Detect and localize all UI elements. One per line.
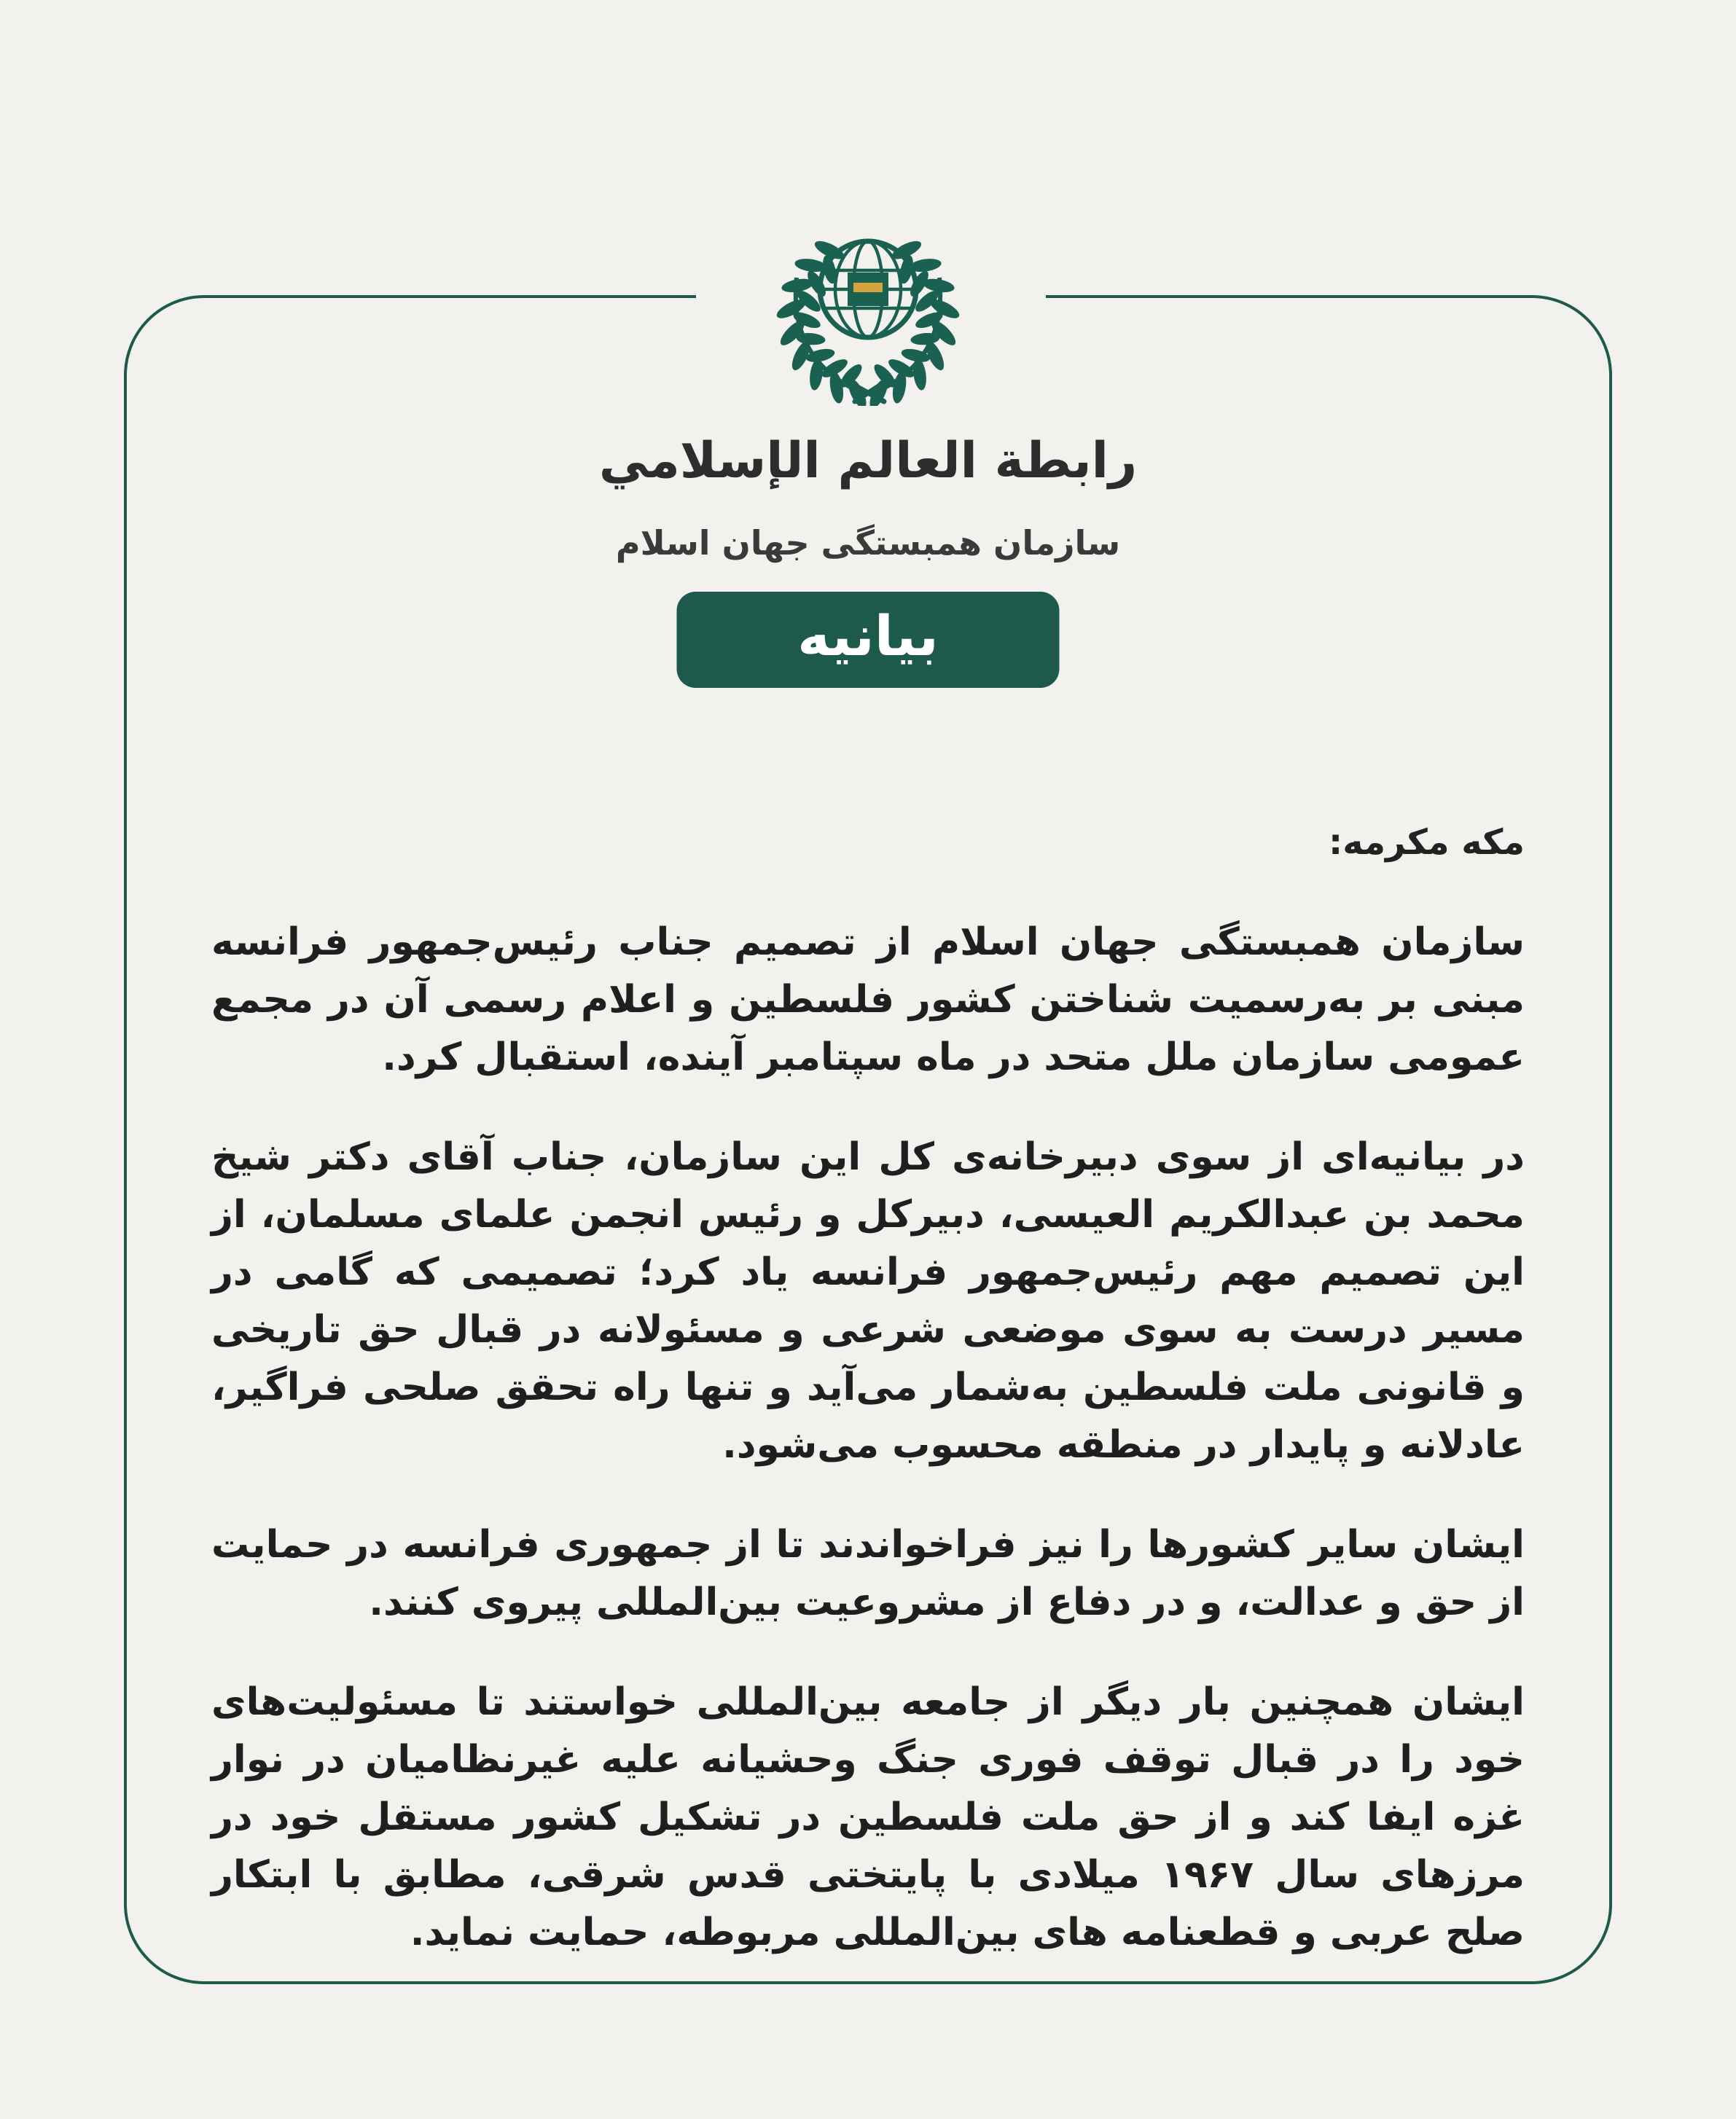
globe-grid [817,241,919,337]
statement-paragraph: در بیانیه‌ای از سوی دبیرخانه‌ی کل این سازمان، جناب آقای دکتر شیخ محمد بن عبدالکریم العیسی، دبیرکل و رئیس انجمن علمای مسلمان، از این تصمیم مهم رئیس‌جمهور فرانسه یاد کرد؛ تصمیمی که گامی در مسیر درست به سوی موضعی شرعی و مسئولانه در قبال حق تاریخی و قانونی ملت فلسطین به‌شمار می‌آید و تنها راه تحقق صلحی فراگیر، عادلانه و پایدار در منطقه محسوب می‌شود. [211,1135,1525,1468]
statement-banner [677,592,1060,688]
org-name-persian: سازمان همبستگی جهان اسلام [615,523,1121,563]
statement-banner-label: بیانیه [797,603,939,668]
statement-body [211,822,1525,1962]
wreath-globe-emblem [773,208,963,406]
location-line: مکه مکرمه: [1329,822,1525,863]
laurel-wreath [773,229,963,406]
kaaba-gold-band [848,273,888,306]
statement-paragraph: ایشان سایر کشورها را نیز فراخواندند تا از جمهوری فرانسه در حمایت از حق و عدالت، و در دفاع از مشروعیت بین‌المللی پیروی کنند. [211,1523,1525,1625]
mwl-emblem-icon [773,208,963,406]
league-calligraphy-title: رابطة العالم الإسلامي [598,432,1138,490]
statement-paragraph: ایشان همچنین بار دیگر از جامعه بین‌المللی خواستند تا مسئولیت‌های خود را در قبال توقف فوری جنگ وحشیانه علیه غیرنظامیان در نوار غزه ایفا کند و از حق ملت فلسطین در تشکیل کشور مستقل خود در مرزهای سال ۱۹۶۷ میلادی با پایتختی قدس شرقی، مطابق با ابتکار صلح عربی و قطعنامه های بین‌المللی مربوطه، حمایت نماید. [211,1680,1525,1955]
statement-paragraph: سازمان همبستگی جهان اسلام از تصمیم جناب رئیس‌جمهور فرانسه مبنی بر به‌رسمیت شناختن کشور فلسطین و اعلام رسمی آن در مجمع عمومی سازمان ملل متحد در ماه سپتامبر آینده، استقبال کرد. [211,920,1525,1080]
